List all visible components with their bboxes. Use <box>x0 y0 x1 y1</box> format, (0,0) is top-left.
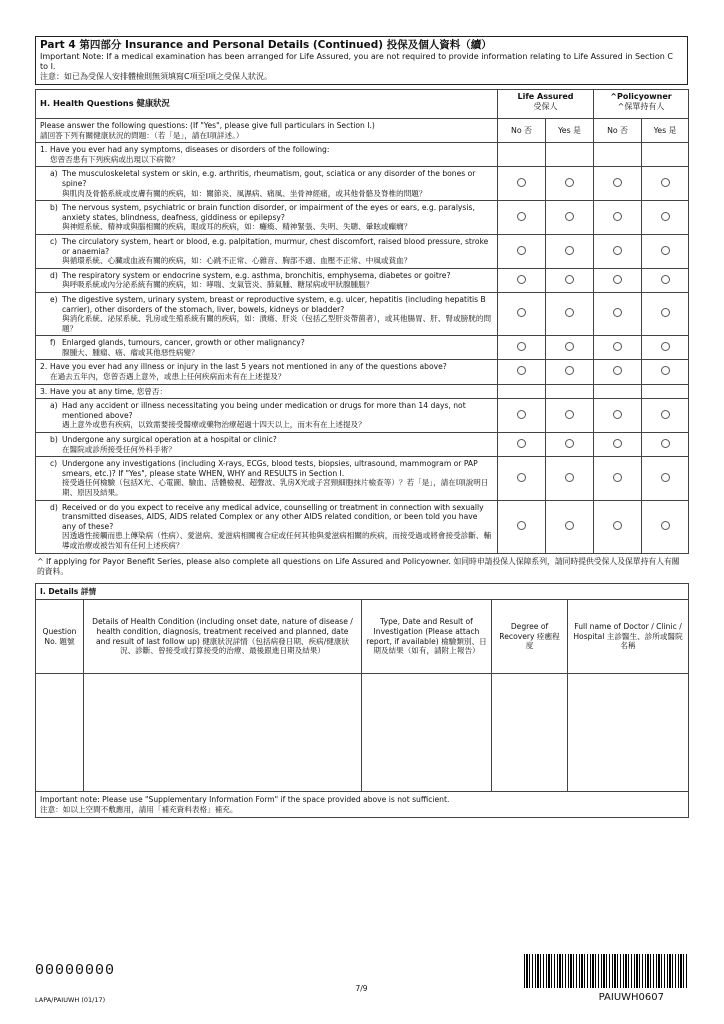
radio-cell <box>594 457 642 500</box>
radio-cell <box>642 143 689 167</box>
question-zh: 在過去五年內，您曾否遇上意外，或患上任何疾病而未有在上述提及？ <box>50 372 286 382</box>
question-en: Have you ever had any illness or injury in the last 5 years not mentioned in any of the questions above? <box>50 362 447 372</box>
radio-cell <box>594 500 642 553</box>
radio-cell <box>642 500 689 553</box>
question-zh: 與肌肉及骨骼系統或皮膚有關的疾病，如：關節炎、風濕病、痛風、坐骨神經痛，或其他骨骼及脊椎的問題？ <box>62 188 427 198</box>
question-row <box>36 234 689 268</box>
radio-cell <box>642 457 689 500</box>
po-yes-radio[interactable] <box>661 308 670 317</box>
radio-cell <box>594 268 642 292</box>
radio-cell <box>594 201 642 235</box>
question-text <box>36 399 498 433</box>
la-yes-radio[interactable] <box>565 342 574 351</box>
radio-cell <box>546 500 594 553</box>
po-no-radio[interactable] <box>613 308 622 317</box>
question-label: a) <box>50 169 58 179</box>
po-no-radio[interactable] <box>613 275 622 284</box>
radio-cell <box>546 457 594 500</box>
page-number: 7/9 <box>355 984 368 993</box>
question-label: 1. <box>40 145 48 155</box>
question-en: Undergone any surgical operation at a hospital or clinic? <box>62 435 277 445</box>
radio-cell <box>546 234 594 268</box>
radio-cell <box>546 201 594 235</box>
question-zh: 與消化系統、泌尿系統、乳房或生殖系統有關的疾病，如：潰瘍、肝炎（包括乙型肝炎帶菌者），或其他腸胃、肝、腎或膀胱的問題？ <box>62 314 492 333</box>
la-no-radio[interactable] <box>517 275 526 284</box>
question-row <box>36 336 689 360</box>
la-yes-radio[interactable] <box>565 212 574 221</box>
question-en: Enlarged glands, tumours, cancer, growth or other malignancy? <box>62 338 305 348</box>
form-page <box>35 36 688 1004</box>
radio-cell <box>498 360 546 384</box>
la-no-label: No 否 <box>498 119 546 143</box>
important-note-zh: 注意：如已為受保人安排體檢則無須填寫C項至I項之受保人狀況。 <box>40 72 272 81</box>
question-zh: 在醫院或診所接受任何外科手術？ <box>62 444 176 454</box>
col-doctor: Full name of Doctor / Clinic / Hospital 主診醫生、診所或醫院名稱 <box>568 600 689 674</box>
po-no-radio[interactable] <box>613 366 622 375</box>
question-row <box>36 360 689 384</box>
input-health-details[interactable] <box>84 674 362 792</box>
question-text <box>36 457 498 500</box>
po-yes-radio[interactable] <box>661 410 670 419</box>
question-row <box>36 457 689 500</box>
po-no-radio[interactable] <box>613 246 622 255</box>
question-zh: 與循環系統、心臟或血液有關的疾病，如：心跳不正常、心雜音、胸部不適、血壓不正常、中風或貧血？ <box>62 256 412 266</box>
col-recovery: Degree of Recovery 痊癒程度 <box>492 600 568 674</box>
barcode-text: PAIUWH0607 <box>598 992 664 1003</box>
radio-cell <box>498 500 546 553</box>
po-no-radio[interactable] <box>613 178 622 187</box>
question-label: 3. <box>40 386 48 396</box>
radio-cell <box>546 336 594 360</box>
policyowner-header: ^Policyowner ^保單持有人 <box>594 90 689 119</box>
la-yes-radio[interactable] <box>565 410 574 419</box>
radio-cell <box>594 433 642 457</box>
radio-cell <box>594 384 642 399</box>
po-yes-radio[interactable] <box>661 521 670 530</box>
po-no-radio[interactable] <box>613 473 622 482</box>
question-text <box>36 167 498 201</box>
input-recovery[interactable] <box>492 674 568 792</box>
question-label: 2. <box>40 362 48 372</box>
question-row <box>36 292 689 335</box>
la-yes-radio[interactable] <box>565 473 574 482</box>
radio-cell <box>642 268 689 292</box>
radio-cell <box>594 292 642 335</box>
question-row <box>36 399 689 433</box>
po-no-radio[interactable] <box>613 212 622 221</box>
question-en: The digestive system, urinary system, breast or reproductive system, e.g. ulcer, hepatitis (including hepatitis B carrier), other disorders of the stomach, liver, bowels, kidneys or bladder? <box>62 294 486 314</box>
question-text <box>36 234 498 268</box>
input-question-no[interactable] <box>36 674 84 792</box>
la-no-radio[interactable] <box>517 246 526 255</box>
question-label: f) <box>50 338 56 348</box>
section-h-title: H. Health Questions 健康狀況 <box>36 90 498 119</box>
radio-cell <box>498 384 546 399</box>
radio-cell <box>594 167 642 201</box>
po-no-radio[interactable] <box>613 521 622 530</box>
input-investigation[interactable] <box>362 674 492 792</box>
col-health-details: Details of Health Condition (including onset date, nature of disease / health condition, diagnosis, treatment received and planned, date and result of last follow up) 健康狀況詳情（包括病發日期、疾病/健康狀況、診斷、曾接受或打算接受的治療、最後跟進日期及結果） <box>84 600 362 674</box>
po-no-radio[interactable] <box>613 410 622 419</box>
radio-cell <box>594 143 642 167</box>
po-no-radio[interactable] <box>613 439 622 448</box>
la-no-radio[interactable] <box>517 473 526 482</box>
radio-cell <box>642 201 689 235</box>
radio-cell <box>498 399 546 433</box>
la-yes-radio[interactable] <box>565 366 574 375</box>
question-label: d) <box>50 502 58 512</box>
radio-cell <box>498 457 546 500</box>
la-no-radio[interactable] <box>517 342 526 351</box>
question-en: The musculoskeletal system or skin, e.g. arthritis, rheumatism, gout, sciatica or any disorder of the bones or spine? <box>62 169 476 188</box>
question-en: Undergone any investigations (including X-rays, ECGs, blood tests, biopsies, ultrasound, mammogram or PAP smears, etc.)? If "Yes", please state WHEN, WHY and RESULTS in Section I. <box>62 459 478 478</box>
radio-cell <box>642 234 689 268</box>
la-no-radio[interactable] <box>517 178 526 187</box>
la-no-radio[interactable] <box>517 212 526 221</box>
part-header <box>35 36 688 85</box>
po-yes-radio[interactable] <box>661 342 670 351</box>
section-i-note: Important note: Please use "Supplementary Information Form" if the space provided above is not sufficient. 注意：如以上空間不敷應用，請用「補充資料表格」補充。 <box>36 792 689 818</box>
form-code: LAPA/PAIUWH (01/17) <box>35 996 106 1004</box>
la-yes-radio[interactable] <box>565 178 574 187</box>
question-row <box>36 201 689 235</box>
radio-cell <box>546 268 594 292</box>
question-zh: 腺腫大、腫瘤、癌、瘤或其他惡性病變？ <box>62 347 199 357</box>
footnote: ^ If applying for Payor Benefit Series, please also complete all questions on Life Assured and Policyowner. 如同時申請投保人保障系列，請同時提供受保人及保單持有人有關的資料。 <box>37 556 680 576</box>
question-label: a) <box>50 401 58 411</box>
question-text <box>36 433 498 457</box>
form-number: 00000000 <box>35 962 116 979</box>
question-row <box>36 384 689 399</box>
section-i-title: I. Details 詳情 <box>36 583 689 600</box>
radio-cell <box>546 433 594 457</box>
question-text <box>36 384 498 399</box>
question-zh: 與神經系統、精神或與腦相關的疾病，眼或耳的疾病，如：癱瘓、精神緊張、失明、失聰、暈眩或癲癇？ <box>62 222 412 232</box>
question-row <box>36 143 689 167</box>
question-en: The respiratory system or endocrine system, e.g. asthma, bronchitis, emphysema, diabetes or goitre? <box>62 270 451 280</box>
po-yes-radio[interactable] <box>661 473 670 482</box>
la-yes-label: Yes 是 <box>546 119 594 143</box>
question-label: e) <box>50 294 58 304</box>
question-zh: 因透過性接觸而患上傳染病（性病）、愛滋病、愛滋病相關複合症或任何其他與愛滋病相關的疾病，而接受過或將會接受診斷、輔導或治療或被告知有任何上述疾病？ <box>62 531 492 550</box>
radio-cell <box>498 433 546 457</box>
question-en: The nervous system, psychiatric or brain function disorder, or impairment of the eyes or ears, e.g. paralysis, anxiety states, blindness, deafness, giddiness or epilepsy? <box>62 203 475 222</box>
question-label: c) <box>50 236 58 246</box>
important-note-en: Important Note: If a medical examination has been arranged for Life Assured, you are not required to provide information relating to Life Assured in Section C to I. <box>40 52 673 71</box>
radio-cell <box>642 399 689 433</box>
radio-cell <box>642 292 689 335</box>
radio-cell <box>498 167 546 201</box>
la-no-radio[interactable] <box>517 521 526 530</box>
question-text <box>36 336 498 360</box>
radio-cell <box>642 167 689 201</box>
question-row <box>36 500 689 553</box>
la-yes-radio[interactable] <box>565 308 574 317</box>
radio-cell <box>546 399 594 433</box>
health-questions-table <box>35 89 689 554</box>
question-text <box>36 201 498 235</box>
po-yes-radio[interactable] <box>661 275 670 284</box>
radio-cell <box>642 384 689 399</box>
radio-cell <box>546 292 594 335</box>
question-row <box>36 268 689 292</box>
question-text <box>36 143 498 167</box>
radio-cell <box>498 143 546 167</box>
question-en: The circulatory system, heart or blood, e.g. palpitation, murmur, chest discomfort, raised blood pressure, stroke or anaemia? <box>62 236 489 256</box>
question-en: Had any accident or illness necessitating you being under medication or drugs for more than 14 days, not mentioned above? <box>62 401 466 420</box>
question-text <box>36 500 498 553</box>
question-text <box>36 292 498 335</box>
radio-cell <box>498 234 546 268</box>
po-yes-radio[interactable] <box>661 246 670 255</box>
col-question-no: Question No. 題號 <box>36 600 84 674</box>
radio-cell <box>498 201 546 235</box>
radio-cell <box>546 143 594 167</box>
life-assured-header: Life Assured 受保人 <box>498 90 594 119</box>
radio-cell <box>594 399 642 433</box>
radio-cell <box>546 360 594 384</box>
question-en: Received or do you expect to receive any medical advice, counselling or treatment in connection with sexually transmitted diseases, AIDS, AIDS related Complex or any other AIDS related condition, or been told you have any of these? <box>62 502 484 531</box>
radio-cell <box>642 360 689 384</box>
question-row <box>36 433 689 457</box>
page-footer <box>35 954 688 1014</box>
question-zh: 您曾否患有下列疾病或出現以下病徵？ <box>50 154 180 164</box>
question-text <box>36 360 498 384</box>
question-label: b) <box>50 203 58 213</box>
radio-cell <box>594 234 642 268</box>
radio-cell <box>498 292 546 335</box>
po-yes-radio[interactable] <box>661 212 670 221</box>
la-yes-radio[interactable] <box>565 275 574 284</box>
question-en: Have you ever had any symptoms, diseases or disorders of the following: <box>50 145 330 155</box>
question-label: c) <box>50 459 58 469</box>
question-zh: 與呼吸系統或內分泌系統有關的疾病，如：哮喘、支氣管炎、肺氣腫、糖尿病或甲狀腺腫脹？ <box>62 280 374 290</box>
question-row <box>36 167 689 201</box>
radio-cell <box>546 384 594 399</box>
po-no-radio[interactable] <box>613 342 622 351</box>
po-yes-radio[interactable] <box>661 439 670 448</box>
radio-cell <box>642 336 689 360</box>
radio-cell <box>498 268 546 292</box>
question-zh: 遇上意外或患有疾病，以致需要接受醫療或藥物治療超過十四天以上，而未有在上述提及？ <box>62 420 366 430</box>
col-investigation: Type, Date and Result of Investigation (Please attach report, if available) 檢驗類別、日期及結果（如有，請附上報告） <box>362 600 492 674</box>
la-no-radio[interactable] <box>517 366 526 375</box>
details-table <box>35 583 689 819</box>
question-en: Have you at any time, 您曾否： <box>50 386 168 396</box>
input-doctor[interactable] <box>568 674 689 792</box>
question-text <box>36 268 498 292</box>
po-yes-radio[interactable] <box>661 366 670 375</box>
la-no-radio[interactable] <box>517 410 526 419</box>
instruction: Please answer the following questions: (If "Yes", please give full particulars in Section I.) 請回答下列有關健康狀況的問題：（若「是」，請在I項詳述。） <box>36 119 498 143</box>
radio-cell <box>498 336 546 360</box>
la-yes-radio[interactable] <box>565 246 574 255</box>
radio-cell <box>594 360 642 384</box>
question-zh: 接受過任何檢驗（包括X光、心電圖、驗血、活體檢視、超聲波、乳房X光或子宮頸細胞抹片檢查等）？若「是」，請在I項說明日期、原因及結果。 <box>62 478 489 497</box>
po-yes-radio[interactable] <box>661 178 670 187</box>
la-yes-radio[interactable] <box>565 521 574 530</box>
la-no-radio[interactable] <box>517 439 526 448</box>
la-yes-radio[interactable] <box>565 439 574 448</box>
question-label: d) <box>50 270 58 280</box>
question-label: b) <box>50 435 58 445</box>
po-no-label: No 否 <box>594 119 642 143</box>
radio-cell <box>546 167 594 201</box>
part-title: Part 4 第四部分 Insurance and Personal Details (Continued) 投保及個人資料（續） <box>40 39 492 51</box>
radio-cell <box>594 336 642 360</box>
radio-cell <box>642 433 689 457</box>
barcode <box>524 954 688 988</box>
la-no-radio[interactable] <box>517 308 526 317</box>
po-yes-label: Yes 是 <box>642 119 689 143</box>
